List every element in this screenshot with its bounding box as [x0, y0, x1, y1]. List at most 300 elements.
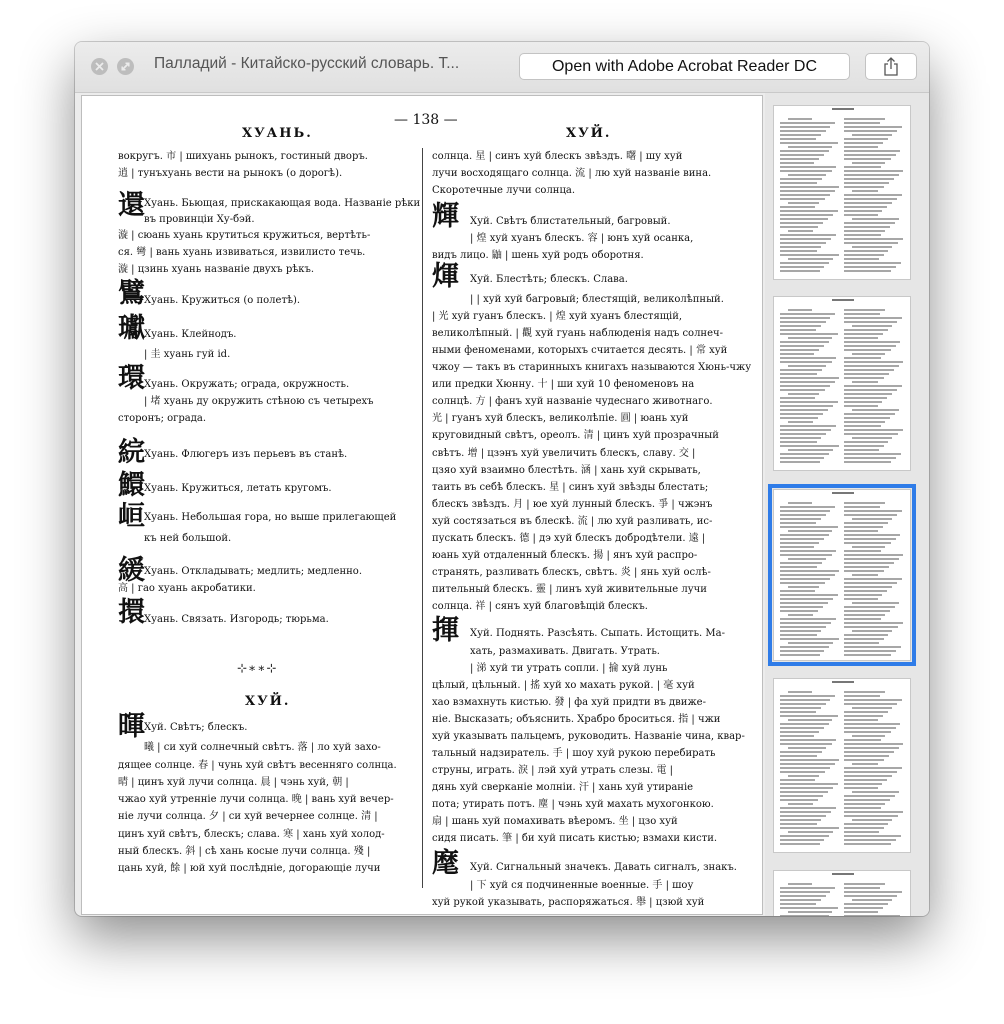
text-line: | 涕 хуй ти утрать сопли. | 掄 хуй лунь — [470, 663, 668, 674]
thumbnail-text-line — [844, 238, 903, 240]
thumbnail-text-line — [788, 614, 813, 616]
thumbnail-text-line — [780, 518, 821, 520]
thumbnail-text-line — [844, 719, 878, 721]
thumbnail-text-line — [844, 250, 888, 252]
thumbnail-text-line — [780, 622, 831, 624]
left-column-header: ХУАНЬ. — [242, 126, 313, 141]
thumbnail-text-line — [844, 522, 888, 524]
text-line: дящее солнце. 春 | чунь хуй свѣтъ весенняго солнца. — [118, 760, 397, 771]
thumbnail-text-line — [780, 389, 825, 391]
thumbnail-text-line — [844, 642, 879, 644]
thumbnail-text-line — [844, 538, 896, 540]
thumbnail-text-line — [788, 393, 819, 395]
thumbnail-text-line — [844, 586, 892, 588]
thumbnail-text-line — [844, 138, 888, 140]
thumbnail-text-line — [780, 242, 826, 244]
thumbnail-text-line — [780, 739, 836, 741]
thumbnail-text-line — [852, 518, 892, 520]
thumbnail-text-line — [844, 618, 881, 620]
thumbnail-text-line — [844, 891, 902, 893]
thumbnail-text-line — [844, 365, 899, 367]
document-page[interactable] — [81, 95, 763, 915]
thumbnail-text-line — [780, 405, 833, 407]
thumbnail-text-line — [844, 843, 891, 845]
thumbnail-text-line — [780, 715, 838, 717]
thumbnail-text-line — [780, 522, 816, 524]
thumbnail-text-line — [780, 441, 817, 443]
thumbnail-text-line — [844, 242, 898, 244]
thumbnail-text-line — [788, 449, 833, 451]
thumbnail-text-line — [844, 711, 888, 713]
thumbnail-text-line — [780, 542, 819, 544]
headword-character: 峘 — [118, 501, 145, 532]
thumbnail-text-line — [844, 389, 897, 391]
thumbnail-text-line — [844, 622, 903, 624]
close-icon — [95, 62, 104, 71]
thumbnail-text-line — [844, 911, 878, 913]
thumbnail-text-line — [780, 190, 835, 192]
thumbnail-text-line — [788, 775, 819, 777]
page-thumbnail[interactable] — [773, 105, 911, 280]
thumbnail-text-line — [844, 166, 881, 168]
text-line: лучи восходящаго солнца. 流 | лю хуй названіе вина. — [432, 168, 712, 179]
thumbnail-text-line — [844, 907, 883, 909]
thumbnail-text-line — [844, 562, 894, 564]
thumbnail-text-line — [780, 381, 835, 383]
text-line: 漩 | цзинь хуань названіе двухъ рѣкъ. — [118, 264, 315, 275]
thumbnail-text-line — [780, 238, 831, 240]
thumbnail-text-line — [844, 767, 902, 769]
thumbnail-text-line — [852, 819, 892, 821]
thumbnail-text-line — [780, 341, 829, 343]
thumbnail-text-line — [780, 210, 838, 212]
thumbnail-text-column — [780, 116, 840, 274]
thumbnail-text-line — [780, 550, 836, 552]
thumbnail-text-line — [844, 210, 882, 212]
thumbnail-text-line — [844, 831, 879, 833]
thumbnail-text-line — [844, 799, 890, 801]
thumbnail-text-line — [844, 699, 902, 701]
thumbnail-text-line — [780, 457, 824, 459]
thumbnail-text-line — [780, 377, 839, 379]
thumbnail-text-line — [852, 353, 885, 355]
preview-window — [75, 42, 929, 916]
thumbnail-text-line — [788, 258, 833, 260]
thumbnail-text-line — [852, 630, 892, 632]
thumbnail-text-line — [844, 461, 891, 463]
thumbnail-text-line — [844, 373, 889, 375]
thumbnail-page-number — [832, 492, 854, 494]
text-line: странять, разливать блескъ, свѣтъ. 炎 | янь хуй ослѣ- — [432, 567, 711, 578]
thumbnail-text-line — [780, 369, 822, 371]
thumbnail-text-line — [844, 126, 902, 128]
thumbnail-text-line — [844, 445, 884, 447]
headword-character: 煇 — [432, 261, 459, 292]
column-divider — [422, 148, 423, 888]
page-thumbnail[interactable] — [773, 296, 911, 471]
thumbnail-text-line — [780, 226, 818, 228]
headword-character: 鱞 — [118, 470, 145, 501]
thumbnail-text-line — [844, 542, 891, 544]
text-line: 晴 | цинъ хуй лучи солнца. 晨 | чэнь хуй, 朝 | — [118, 777, 349, 788]
text-line: Хуань. Связать. Изгородь; тюрьма. — [144, 614, 329, 625]
thumbnail-text-line — [844, 202, 892, 204]
thumbnail-text-line — [780, 417, 818, 419]
text-line: 逍 | тунъхуань вести на рынокъ (о дорогѣ). — [118, 168, 343, 179]
open-with-acrobat-button[interactable]: Open with Adobe Acrobat Reader DC — [519, 53, 850, 80]
thumbnail-text-line — [844, 787, 878, 789]
thumbnail-text-line — [844, 803, 885, 805]
thumbnail-text-line — [844, 258, 879, 260]
text-line: | 光 хуй гуанъ блескъ. | 煌 хуй хуанъ блестящій, — [432, 311, 683, 322]
thumbnail-text-line — [780, 270, 820, 272]
right-column-header: ХУЙ. — [566, 126, 612, 141]
text-line: сторонъ; ограда. — [118, 413, 207, 424]
thumbnail-text-line — [780, 799, 818, 801]
thumbnail-text-line — [844, 715, 883, 717]
thumbnail-text-line — [780, 610, 818, 612]
thumbnail-text-line — [844, 783, 882, 785]
thumbnail-text-column — [844, 307, 904, 465]
thumbnail-text-line — [844, 174, 899, 176]
thumbnail-text-line — [780, 634, 817, 636]
text-line: | 堵 хуань ду окружить стѣною съ четырехъ — [144, 396, 374, 407]
thumbnail-text-line — [852, 381, 878, 383]
thumbnail-text-line — [780, 246, 821, 248]
thumbnail-text-line — [780, 373, 817, 375]
share-button[interactable] — [865, 53, 917, 80]
thumbnail-text-line — [844, 453, 901, 455]
thumbnail-text-line — [780, 198, 825, 200]
thumbnail-text-line — [844, 839, 896, 841]
thumbnail-text-line — [844, 234, 881, 236]
thumbnail-text-column — [780, 500, 840, 658]
thumbnail-text-line — [780, 626, 826, 628]
thumbnail-text-line — [852, 190, 878, 192]
thumbnail-text-line — [780, 731, 819, 733]
thumbnail-text-line — [780, 526, 838, 528]
text-line: струны, играть. 淚 | лэй хуй утрать слезы. 電 | — [432, 765, 674, 776]
text-line: великолѣпный. | 觀 хуй гуань наблюденія надъ солнеч- — [432, 328, 724, 339]
thumbnail-text-line — [780, 325, 821, 327]
text-line: цѣлый, цѣльный. | 搖 хуй хо махать рукой. | 毫 хуй — [432, 680, 695, 691]
thumbnail-text-line — [780, 162, 814, 164]
thumbnail-text-line — [780, 823, 817, 825]
thumbnail-text-line — [788, 146, 832, 148]
thumbnail-text-line — [780, 538, 824, 540]
page-thumbnail[interactable] — [773, 870, 911, 916]
window-title: Палладий - Китайско-русский словарь. Т... — [154, 55, 460, 72]
thumbnail-text-line — [780, 385, 830, 387]
text-line: круговидный свѣтъ, ореолъ. 清 | цинъ хуй прозрачный — [432, 430, 719, 441]
thumbnail-text-line — [852, 546, 885, 548]
page-thumbnail[interactable] — [773, 678, 911, 853]
thumbnail-text-line — [844, 337, 878, 339]
thumbnail-text-line — [780, 618, 836, 620]
thumbnail-text-line — [780, 166, 836, 168]
thumbnail-text-line — [844, 895, 897, 897]
section-ornament: ⊹∗∗⊹ — [237, 661, 278, 675]
thumbnail-text-line — [780, 907, 838, 909]
thumbnail-text-line — [844, 650, 896, 652]
thumbnail-text-line — [844, 723, 900, 725]
thumbnail-text-line — [780, 437, 821, 439]
thumbnail-text-line — [780, 895, 826, 897]
thumbnail-text-line — [780, 321, 826, 323]
thumbnail-sidebar — [765, 93, 929, 916]
thumbnail-text-line — [780, 534, 829, 536]
headword-character: 還 — [118, 190, 145, 221]
thumbnail-text-line — [780, 654, 820, 656]
text-line: 光 | гуанъ хуй блескъ, великолѣпіе. 圓 | юань хуй — [432, 413, 689, 424]
thumbnail-text-column — [780, 689, 840, 847]
thumbnail-text-line — [844, 214, 878, 216]
thumbnail-text-line — [788, 883, 812, 885]
thumbnail-text-line — [844, 558, 899, 560]
share-icon — [883, 57, 899, 76]
thumbnail-text-line — [780, 562, 822, 564]
thumbnail-text-line — [780, 791, 828, 793]
thumbnail-text-line — [788, 747, 826, 749]
thumbnail-text-line — [844, 222, 895, 224]
thumbnail-text-line — [780, 827, 839, 829]
thumbnail-text-line — [844, 361, 903, 363]
thumbnail-text-line — [844, 333, 883, 335]
thumbnail-page-number — [832, 299, 854, 301]
thumbnail-text-line — [788, 586, 819, 588]
thumbnail-text-line — [780, 357, 836, 359]
text-line: хуй рукой указывать, распоряжаться. 舉 | цзюй хуй — [432, 897, 705, 908]
thumbnail-text-line — [788, 118, 812, 120]
thumbnail-text-line — [844, 883, 885, 885]
thumbnail-text-line — [780, 194, 830, 196]
text-line: чжао хуй утренніе лучи солнца. 晚 | вань хуй вечер- — [118, 794, 394, 805]
thumbnail-text-line — [780, 170, 832, 172]
thumbnail-text-line — [780, 178, 822, 180]
text-line: | 煌 хуй хуанъ блескъ. 容 | юнъ хуй осанка, — [470, 233, 694, 244]
thumbnail-text-line — [780, 590, 815, 592]
thumbnail-text-line — [780, 333, 838, 335]
thumbnail-text-line — [780, 819, 821, 821]
text-line: солнца. 祥 | сянъ хуй благовѣщій блескъ. — [432, 601, 648, 612]
section-header: ХУЙ. — [245, 694, 291, 709]
headword-character: 瓛 — [118, 313, 145, 344]
text-line: ный блескъ. 斜 | сѣ хань косые лучи солнца. 殘 | — [118, 846, 371, 857]
thumbnail-text-line — [844, 654, 891, 656]
text-line: или предки Хюнну. 十 | ши хуй 10 феноменовъ на — [432, 379, 695, 390]
thumbnail-text-line — [844, 441, 888, 443]
thumbnail-text-line — [780, 779, 815, 781]
thumbnail-text-line — [780, 843, 820, 845]
thumbnail-text-line — [780, 329, 816, 331]
headword-character: 擐 — [118, 597, 145, 628]
thumbnail-text-line — [780, 234, 836, 236]
thumbnail-text-line — [844, 731, 891, 733]
thumbnail-text-line — [780, 751, 822, 753]
thumbnail-text-line — [780, 461, 820, 463]
thumbnail-text-line — [844, 743, 903, 745]
thumbnail-text-line — [780, 218, 828, 220]
thumbnail-text-line — [788, 502, 812, 504]
thumbnail-text-line — [852, 899, 892, 901]
thumbnail-text-line — [852, 602, 899, 604]
text-line: блескъ звѣздъ. 月 | юе хуй лунный блескъ. 爭 | чжэнъ — [432, 499, 713, 510]
thumbnail-text-line — [844, 369, 894, 371]
thumbnail-text-line — [844, 385, 902, 387]
thumbnail-text-line — [852, 763, 878, 765]
text-line: юань хуй отдаленный блескъ. 揚 | янъ хуй распро- — [432, 550, 698, 561]
thumbnail-text-line — [852, 791, 899, 793]
thumbnail-text-line — [844, 582, 897, 584]
thumbnail-text-line — [780, 594, 838, 596]
text-line: тальный надзиратель. 手 | шоу хуй рукою перебирать — [432, 748, 716, 759]
thumbnail-text-line — [844, 425, 881, 427]
thumbnail-text-line — [780, 433, 826, 435]
thumbnail-text-line — [844, 449, 879, 451]
thumbnail-text-line — [780, 158, 819, 160]
text-line: Хуй. Блестѣть; блескъ. Слава. — [470, 274, 628, 285]
thumbnail-text-line — [780, 707, 821, 709]
thumbnail-text-line — [844, 779, 887, 781]
thumbnail-page-number — [832, 873, 854, 875]
text-line: вокругъ. 市 | шихуань рынокъ, гостиный дворъ. — [118, 151, 368, 162]
thumbnail-text-line — [780, 138, 816, 140]
thumbnail-text-line — [780, 903, 816, 905]
thumbnail-text-line — [780, 401, 838, 403]
thumbnail-text-line — [852, 162, 885, 164]
text-line: Хуань. Небольшая гора, но выше прилегающей — [144, 512, 397, 523]
thumbnail-text-line — [844, 122, 880, 124]
text-line: ніе. Высказать; объяснить. Храбро броситься. 指 | чжи — [432, 714, 721, 725]
thumbnail-text-line — [844, 194, 902, 196]
thumbnail-text-column — [780, 307, 840, 465]
thumbnail-text-line — [844, 554, 903, 556]
text-line: Хуань. Кружиться, летать кругомъ. — [144, 483, 332, 494]
thumbnail-text-line — [844, 534, 900, 536]
thumbnail-text-line — [844, 393, 892, 395]
thumbnail-text-line — [788, 365, 826, 367]
thumbnail-text-line — [788, 421, 813, 423]
thumbnail-text-line — [780, 735, 814, 737]
thumbnail-text-line — [780, 699, 830, 701]
thumbnail-text-line — [780, 397, 815, 399]
text-line: Хуань. Клейнодъ. — [144, 329, 237, 340]
thumbnail-text-line — [780, 570, 839, 572]
thumbnail-text-line — [844, 182, 889, 184]
text-line: цзяо хуй взаимно блестѣть. 涵 | хань хуй скрывать, — [432, 465, 701, 476]
thumbnail-text-line — [780, 154, 824, 156]
thumbnail-text-line — [844, 759, 884, 761]
thumbnail-text-line — [844, 903, 888, 905]
thumbnail-text-line — [788, 558, 826, 560]
thumbnail-page-number — [832, 108, 854, 110]
text-line: ными феноменами, которыхъ считается десять. | 常 хуй — [432, 345, 728, 356]
thumbnail-text-line — [780, 134, 821, 136]
text-line: Скоротечные лучи солнца. — [432, 185, 576, 196]
thumbnail-text-line — [780, 711, 816, 713]
thumbnail-text-line — [844, 570, 884, 572]
thumbnail-text-line — [844, 401, 882, 403]
thumbnail-text-line — [852, 246, 892, 248]
thumbnail-text-line — [780, 546, 814, 548]
thumbnail-text-line — [788, 530, 832, 532]
text-line: солнца. 星 | синъ хуй блескъ звѣздъ. 曙 | шу хуй — [432, 151, 683, 162]
thumbnail-text-line — [844, 397, 887, 399]
thumbnail-text-line — [780, 795, 823, 797]
thumbnail-text-line — [852, 735, 885, 737]
thumbnail-text-line — [844, 226, 890, 228]
thumbnail-text-line — [780, 915, 829, 916]
thumbnail-text-line — [844, 146, 878, 148]
thumbnail-text-line — [852, 409, 899, 411]
thumbnail-text-line — [788, 691, 812, 693]
thumbnail-text-line — [844, 739, 881, 741]
thumbnail-text-line — [780, 743, 832, 745]
fullscreen-button[interactable] — [117, 58, 134, 75]
fullscreen-icon — [120, 61, 131, 72]
thumbnail-text-line — [844, 313, 880, 315]
text-line: ніе лучи солнца. 夕 | си хуй вечернее солнце. 清 | — [118, 811, 378, 822]
thumbnail-text-line — [780, 262, 829, 264]
thumbnail-text-line — [780, 514, 826, 516]
thumbnail-text-line — [844, 614, 885, 616]
headword-character: 綄 — [118, 437, 145, 468]
thumbnail-text-line — [844, 755, 889, 757]
page-thumbnail-selected[interactable] — [773, 489, 911, 661]
thumbnail-text-line — [844, 807, 881, 809]
text-line: дянь хуй сверканіе молніи. 汗 | хань хуй утираніе — [432, 782, 694, 793]
thumbnail-text-line — [844, 130, 897, 132]
thumbnail-text-line — [780, 186, 839, 188]
thumbnail-text-line — [780, 723, 829, 725]
headword-character: 揮 — [432, 615, 459, 646]
thumbnail-text-line — [780, 409, 828, 411]
thumbnail-text-line — [780, 566, 817, 568]
close-button[interactable] — [91, 58, 108, 75]
thumbnail-text-line — [844, 775, 892, 777]
thumbnail-text-line — [780, 650, 824, 652]
text-line: цань хуй, 餘 | юй хуй послѣдніе, догорающіе лучи — [118, 863, 381, 874]
thumbnail-text-line — [844, 598, 878, 600]
text-line: цинъ хуй свѣтъ, блескъ; слава. 寒 | хань хуй холод- — [118, 829, 385, 840]
thumbnail-text-line — [780, 899, 821, 901]
thumbnail-text-line — [788, 230, 813, 232]
thumbnail-text-line — [844, 429, 903, 431]
thumbnail-text-line — [780, 254, 839, 256]
thumbnail-text-line — [780, 574, 835, 576]
thumbnail-text-line — [788, 202, 819, 204]
text-line: сидя писать. 筆 | би хуй писать кистью; взмахи кисти. — [432, 833, 718, 844]
thumbnail-text-line — [780, 811, 831, 813]
thumbnail-text-line — [788, 309, 812, 311]
thumbnail-text-line — [852, 574, 878, 576]
thumbnail-text-line — [852, 218, 899, 220]
thumbnail-text-line — [780, 349, 819, 351]
thumbnail-text-line — [852, 134, 892, 136]
text-line: пускать блескъ. 德 | дэ хуй блескъ добродѣтели. 遠 | — [432, 533, 706, 544]
thumbnail-text-line — [844, 606, 895, 608]
thumbnail-text-line — [780, 413, 823, 415]
thumbnail-text-line — [844, 795, 895, 797]
text-line: хуй состязаться въ блескѣ. 流 | лю хуй разливать, ис- — [432, 516, 713, 527]
thumbnail-text-line — [844, 626, 898, 628]
thumbnail-text-line — [844, 634, 888, 636]
thumbnail-text-line — [780, 122, 835, 124]
thumbnail-text-line — [780, 578, 830, 580]
thumbnail-text-line — [844, 377, 884, 379]
thumbnail-text-line — [780, 361, 832, 363]
thumbnail-text-line — [780, 771, 825, 773]
